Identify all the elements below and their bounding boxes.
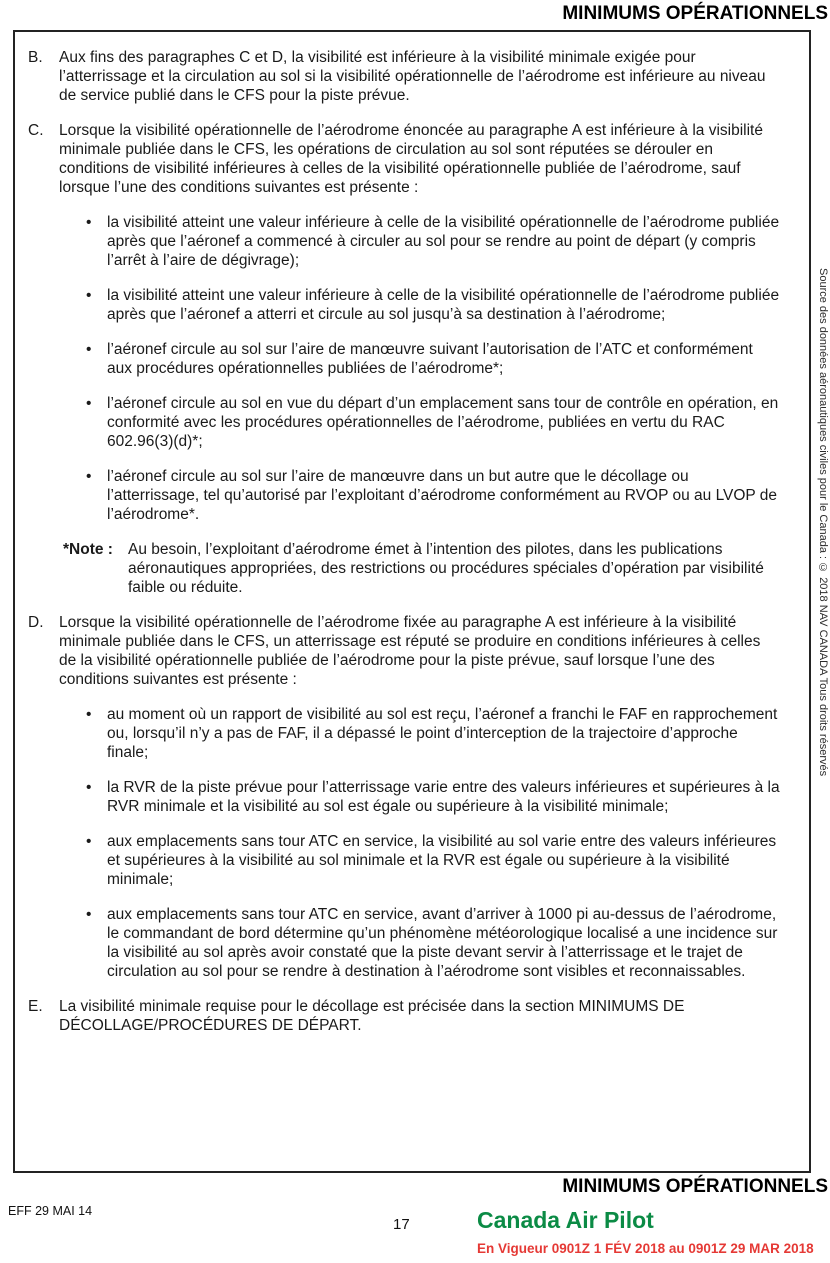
bullet-text: l’aéronef circule au sol sur l’aire de manœuvre suivant l’autorisation de l’ATC et conformément aux procédures opérationnelles publiées de l’aérodrome*; [107,341,753,377]
validity-period: En Vigueur 0901Z 1 FÉV 2018 au 0901Z 29 MAR 2018 [477,1241,814,1256]
bullet-item-C-1 [86,213,780,270]
bullet-text: aux emplacements sans tour ATC en service, avant d’arriver à 1000 pi au-dessus de l’aérodrome, le commandant de bord détermine qu’un phénomène météorologique localisé a une incidence sur la visibilité au sol après avoir constaté que la piste devant servir à l’atterrissage et le trajet de circulation au sol pour se rendre à destination à l’aérodrome sont visibles et reconnaissables. [107,906,778,980]
bullet-item-C-2 [86,286,780,324]
paragraph-text: Lorsque la visibilité opérationnelle de l’aérodrome énoncée au paragraphe A est inférieure à la visibilité minimale publiée dans le CFS, les opérations de circulation au sol sont réputées se dérouler en conditions de visibilité inférieures à celles de la visibilité opérationnelle publiée de l’aérodrome, sauf lorsque l’une des conditions suivantes est présente : [59,122,763,196]
bullet-item-D-2 [86,778,780,816]
bullet-icon: • [86,214,92,231]
bullet-icon: • [86,287,92,304]
bullet-item-C-4 [86,394,780,451]
bullet-item-C-5 [86,467,780,524]
bullet-icon: • [86,779,92,796]
content-box [13,30,811,1173]
paragraph-text: La visibilité minimale requise pour le décollage est précisée dans la section MINIMUMS DE DÉCOLLAGE/PROCÉDURES DE DÉPART. [59,998,685,1034]
bullet-icon: • [86,341,92,358]
paragraph-text: Lorsque la visibilité opérationnelle de l’aérodrome fixée au paragraphe A est inférieure à la visibilité minimale publiée dans le CFS, un atterrissage est réputé se produire en conditions inférieures à celles de la visibilité opérationnelle publiée de l’aérodrome pour la piste prévue, sauf lorsque l’une des conditions suivantes est présente : [59,614,761,688]
paragraph-label: E. [28,998,43,1015]
bullet-item-D-3 [86,832,780,889]
note-text: Au besoin, l’exploitant d’aérodrome émet à l’intention des pilotes, dans les publications aéronautiques appropriées, des restrictions ou procédures spéciales d’opération par visibilité faible ou réduite. [128,541,764,596]
bullet-icon: • [86,906,92,923]
paragraph-label: B. [28,49,43,66]
page-number: 17 [393,1216,410,1233]
bullet-text: la RVR de la piste prévue pour l’atterrissage varie entre des valeurs inférieures et supérieures à la RVR minimale et la visibilité au sol est égale ou supérieure à la visibilité minimale; [107,779,780,815]
paragraph-C [28,121,780,197]
sidebar-source-note: Source des données aéronautiques civiles pour le Canada : © 2018 NAV CANADA Tous droits réservés [817,268,829,777]
bullet-text: au moment où un rapport de visibilité au sol est reçu, l’aéronef a franchi le FAF en rapprochement ou, lorsqu’il n’y a pas de FAF, il a dépassé le point d’interception de la trajectoire d’approche finale; [107,706,778,761]
paragraph-B [28,48,780,105]
paragraph-E [28,997,780,1035]
paragraph-D [28,613,780,689]
effective-date: EFF 29 MAI 14 [8,1204,93,1218]
bullet-item-D-4 [86,905,780,981]
bullet-text: l’aéronef circule au sol en vue du départ d’un emplacement sans tour de contrôle en opération, en conformité avec les procédures opérationnelles de l’aérodrome, publiées en vertu du RAC 602.96(3)(d)*; [107,395,779,450]
bullet-icon: • [86,833,92,850]
page-header-title: MINIMUMS OPÉRATIONNELS [562,3,828,24]
paragraph-label: C. [28,122,44,139]
bullet-icon: • [86,706,92,723]
publication-title: Canada Air Pilot [477,1207,654,1233]
bullet-item-C-3 [86,340,780,378]
note-C [63,540,780,597]
paragraph-label: D. [28,614,44,631]
bullet-text: aux emplacements sans tour ATC en service, la visibilité au sol varie entre des valeurs inférieures et supérieures à la visibilité au sol minimale et la RVR est égale ou supérieure à la visibilité minimale; [107,833,777,888]
bullet-text: l’aéronef circule au sol sur l’aire de manœuvre dans un but autre que le décollage ou l’atterrissage, tel qu’autorisé par l’exploitant d’aérodrome conformément au RVOP ou au LVOP de l’aérodrome*. [107,468,778,523]
bullet-icon: • [86,468,92,485]
page-footer-title: MINIMUMS OPÉRATIONNELS [562,1176,828,1197]
bullet-text: la visibilité atteint une valeur inférieure à celle de la visibilité opérationnelle de l’aérodrome publiée après que l’aéronef a commencé à circuler au sol pour se rendre au point de départ (y compris l’arrêt à l’aire de dégivrage); [107,214,780,269]
bullet-item-D-1 [86,705,780,762]
paragraph-text: Aux fins des paragraphes C et D, la visibilité est inférieure à la visibilité minimale exigée pour l’atterrissage et la circulation au sol si la visibilité opérationnelle de l’aérodrome est inférieure au niveau de service publié dans le CFS pour la piste prévue. [59,49,766,104]
bullet-text: la visibilité atteint une valeur inférieure à celle de la visibilité opérationnelle de l’aérodrome publiée après que l’aéronef a atterri et circule au sol jusqu’à sa destination à l’aérodrome; [107,287,780,323]
bullet-icon: • [86,395,92,412]
note-label: *Note : [63,541,113,558]
